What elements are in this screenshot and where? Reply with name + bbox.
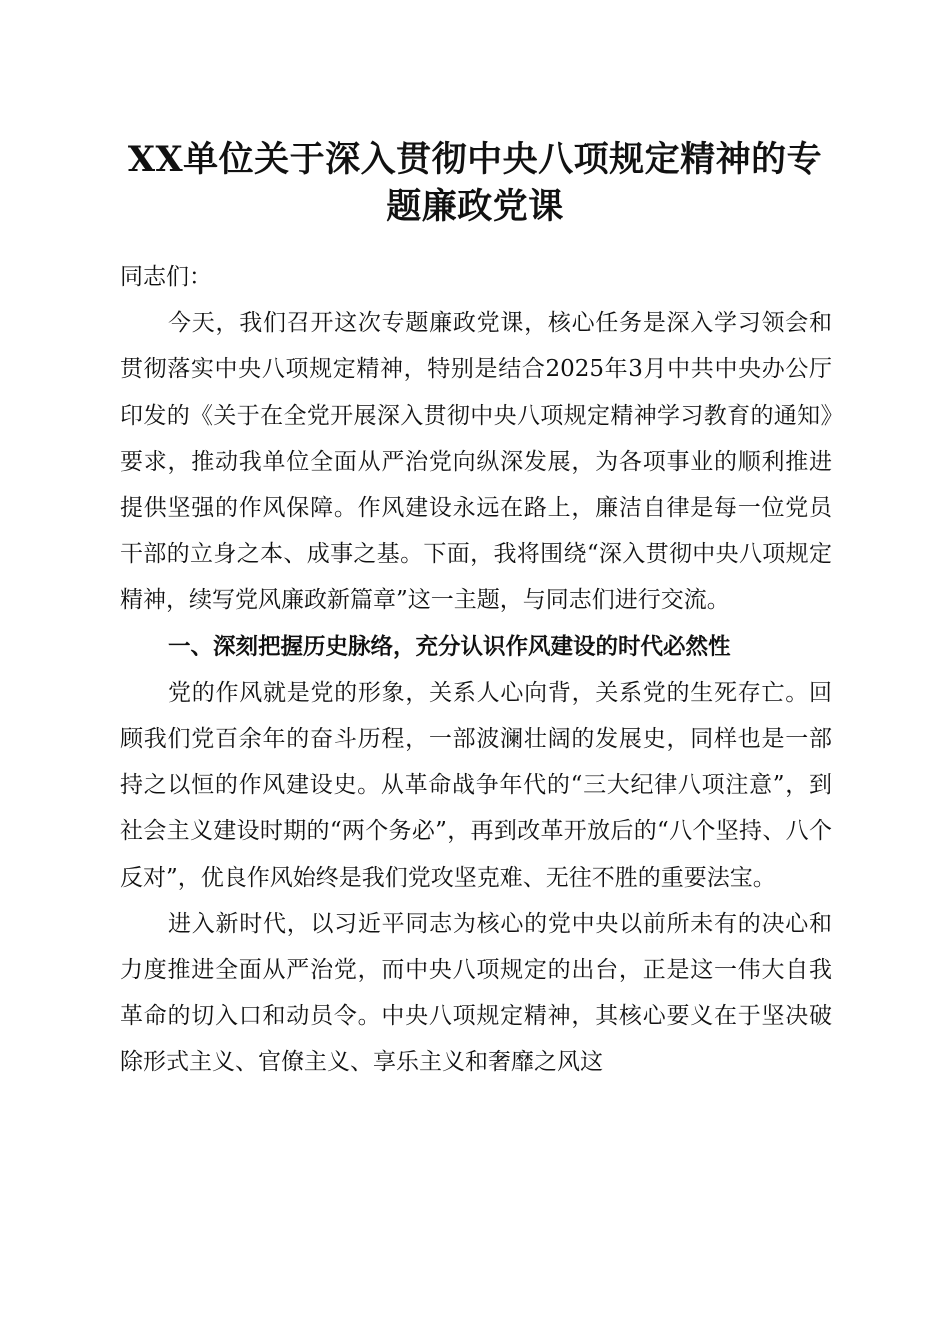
paragraph-new-era: 进入新时代，以习近平同志为核心的党中央以前所未有的决心和力度推进全面从严治党，而中央八项规定的出台，正是这一伟大自我革命的切入口和动员令。中央八项规定精神，其核心要义在于坚决破除形式主义、官僚主义、享乐主义和奢靡之风这 — [120, 910, 832, 1076]
section-heading-1: 一、深刻把握历史脉络，充分认识作风建设的时代必然性 — [168, 633, 731, 660]
document-title — [100, 136, 850, 230]
paragraph-intro: 今天，我们召开这次专题廉政党课，核心任务是深入学习领会和贯彻落实中央八项规定精神，特别是结合2025年3月中共中央办公厅印发的《关于在全党开展深入贯彻中央八项规定精神学习教育的通知》要求，推动我单位全面从严治党向纵深发展，为各项事业的顺利推进提供坚强的作风保障。作风建设永远在路上，廉洁自律是每一位党员干部的立身之本、成事之基。下面，我将围绕“深入贯彻中央八项规定精神，续写党风廉政新篇章”这一主题，与同志们进行交流。 — [120, 310, 832, 614]
title-line-2: 题廉政党课 — [386, 186, 564, 227]
document-body — [120, 254, 832, 1086]
title-line-1: XX单位关于深入贯彻中央八项规定精神的专 — [127, 139, 823, 180]
paragraph-history: 党的作风就是党的形象，关系人心向背，关系党的生死存亡。回顾我们党百余年的奋斗历程，一部波澜壮阔的发展史，同样也是一部持之以恒的作风建设史。从革命战争年代的“三大纪律八项注意”，到社会主义建设时期的“两个务必”，再到改革开放后的“八个坚持、八个反对”，优良作风始终是我们党攻坚克难、无往不胜的重要法宝。 — [120, 679, 832, 891]
salutation: 同志们： — [120, 264, 212, 290]
